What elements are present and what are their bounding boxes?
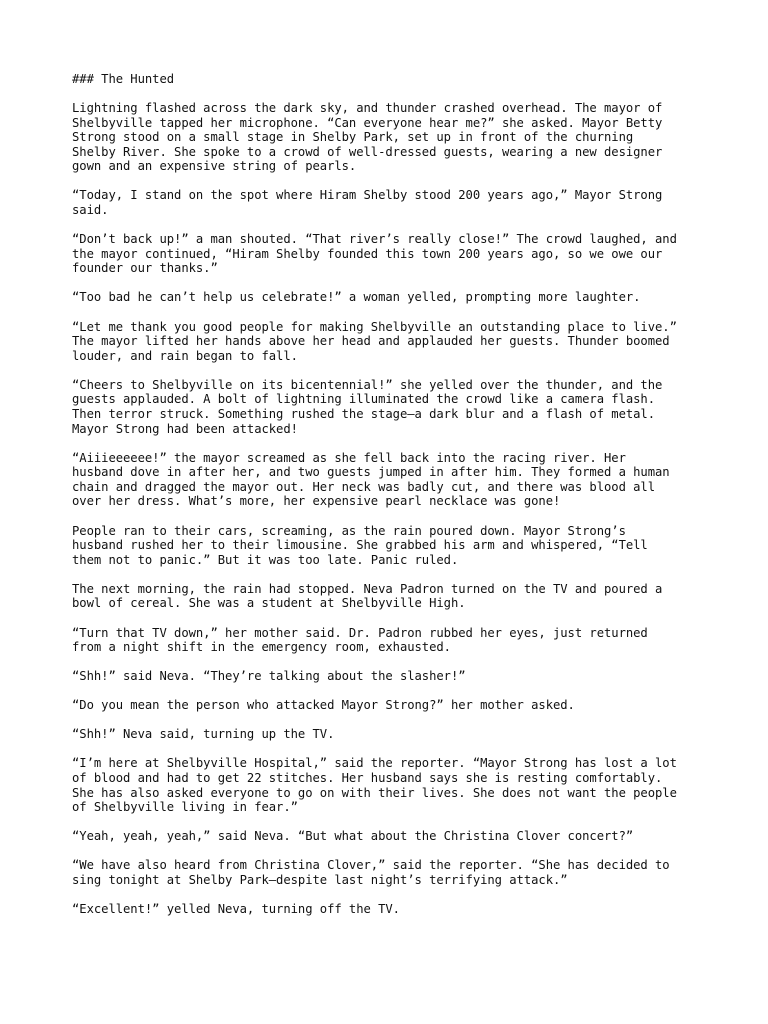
story-heading: ### The Hunted bbox=[72, 72, 175, 86]
paragraph-3: “Don’t back up!” a man shouted. “That river’s really close!” The crowd laughed, and the mayor continued, “Hiram Shelby founded this town 200 years ago, so we owe our founder our thanks.” bbox=[72, 232, 677, 276]
paragraph-13: “Shh!” Neva said, turning up the TV. bbox=[72, 727, 335, 742]
paragraph-17: “Excellent!” yelled Neva, turning off the TV. bbox=[72, 902, 400, 917]
paragraph-9: The next morning, the rain had stopped. Neva Padron turned on the TV and poured a bowl of cereal. She was a student at Shelbyville High. bbox=[72, 581, 663, 611]
paragraph-5: “Let me thank you good people for making Shelbyville an outstanding place to live.” The mayor lifted her hands above her head and applauded her guests. Thunder boomed louder, and rain began to fall. bbox=[72, 319, 677, 363]
paragraph-14: “I’m here at Shelbyville Hospital,” said the reporter. “Mayor Strong has lost a lot of blood and had to get 22 stitches. Her husband says she is resting comfortably. She has also asked everyone to go on with their lives. She does not want the people of Shelbyville living in fear.” bbox=[72, 756, 677, 815]
paragraph-1: Lightning flashed across the dark sky, and thunder crashed overhead. The mayor of Shelbyville tapped her microphone. “Can everyone hear me?” she asked. Mayor Betty Strong stood on a small stage in Shelby Park, set up in front of the churning Shelby River. She spoke to a crowd of well-dressed guests, wearing a new designer gown and an expensive string of pearls. bbox=[72, 100, 663, 174]
paragraph-15: “Yeah, yeah, yeah,” said Neva. “But what about the Christina Clover concert?” bbox=[72, 829, 634, 844]
paragraph-11: “Shh!” said Neva. “They’re talking about the slasher!” bbox=[72, 669, 466, 684]
paragraph-16: “We have also heard from Christina Clover,” said the reporter. “She has decided to sing tonight at Shelby Park—despite last night’s terrifying attack.” bbox=[72, 858, 670, 888]
paragraph-8: People ran to their cars, screaming, as the rain poured down. Mayor Strong’s husband rushed her to their limousine. She grabbed his arm and whispered, “Tell them not to panic.” But it was too late. Panic ruled. bbox=[72, 523, 648, 567]
paragraph-7: “Aiiieeeeee!” the mayor screamed as she fell back into the racing river. Her husband dove in after her, and two guests jumped in after him. They formed a human chain and dragged the mayor out. Her neck was badly cut, and there was blood all over her dress. What’s more, her expensive pearl necklace was gone! bbox=[72, 450, 670, 509]
paragraph-2: “Today, I stand on the spot where Hiram Shelby stood 200 years ago,” Mayor Strong said. bbox=[72, 188, 663, 218]
paragraph-12: “Do you mean the person who attacked Mayor Strong?” her mother asked. bbox=[72, 698, 575, 713]
paragraph-4: “Too bad he can’t help us celebrate!” a woman yelled, prompting more laughter. bbox=[72, 290, 641, 305]
paragraph-10: “Turn that TV down,” her mother said. Dr. Padron rubbed her eyes, just returned from a night shift in the emergency room, exhausted. bbox=[72, 625, 648, 655]
paragraph-6: “Cheers to Shelbyville on its bicentennial!” she yelled over the thunder, and the guests applauded. A bolt of lightning illuminated the crowd like a camera flash. Then terror struck. Something rushed the stage—a dark blur and a flash of metal. Mayor Strong had been attacked! bbox=[72, 377, 663, 436]
